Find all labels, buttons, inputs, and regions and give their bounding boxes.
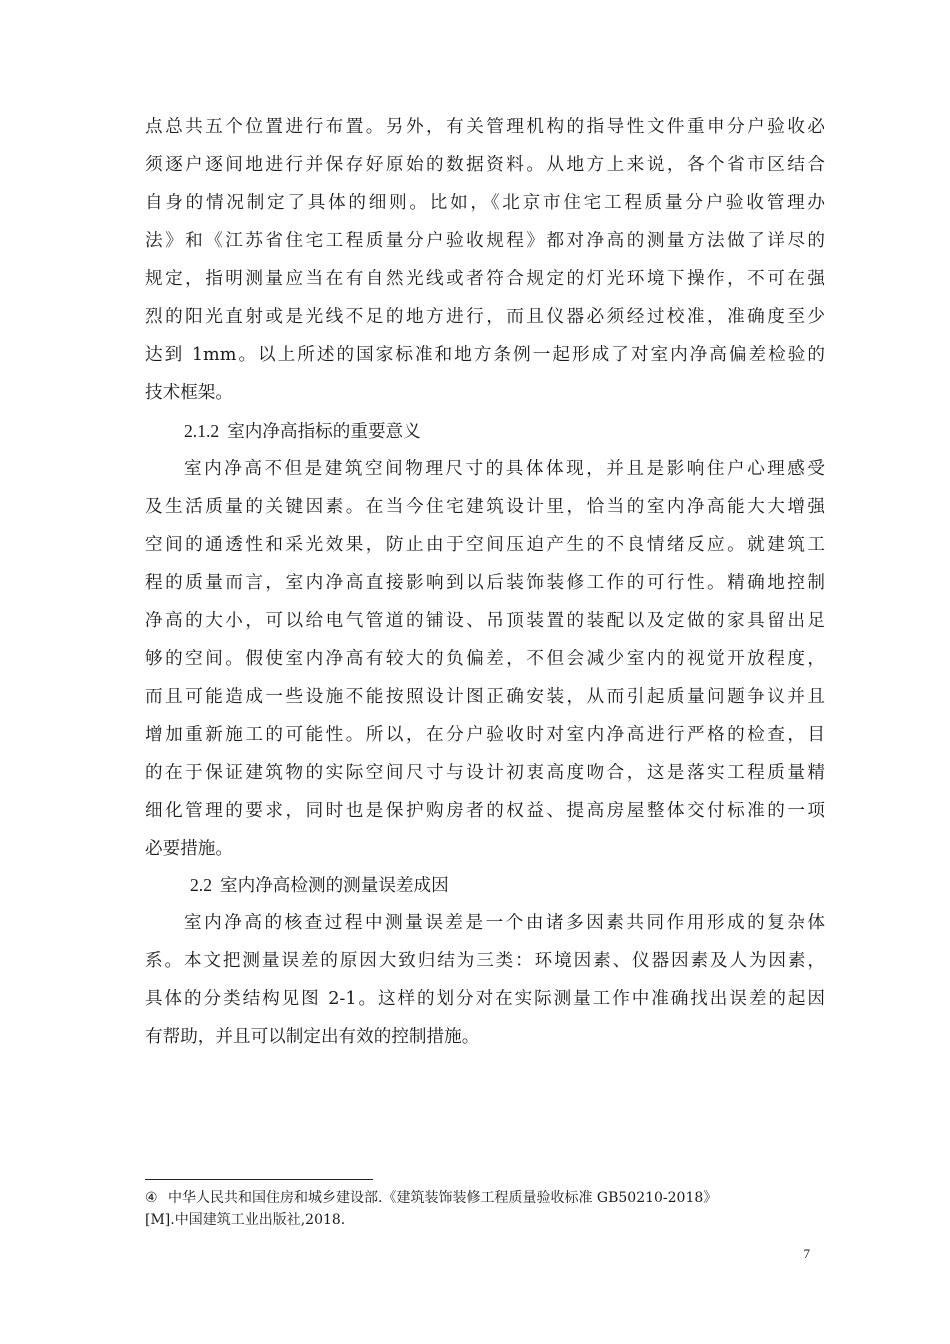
paragraph-line: 点总共五个位置进行布置。另外，有关管理机构的指导性文件重申分户验收必 (145, 117, 825, 137)
paragraph-line: 的在于保证建筑物的实际空间尺寸与设计初衷高度吻合，这是落实工程质量精 (145, 763, 825, 783)
section-number: 2.1.2 (184, 421, 220, 441)
paragraph-line: 程的质量而言，室内净高直接影响到以后装饰装修工作的可行性。精确地控制 (145, 573, 825, 593)
paragraph-line: 规定，指明测量应当在有自然光线或者符合规定的灯光环境下操作，不可在强 (145, 269, 825, 289)
footnote-text: 中华人民共和国住房和城乡建设部.《建筑装饰装修工程质量验收标准 GB50210-2018》 (168, 1190, 718, 1206)
section-heading-2-2 (190, 866, 449, 904)
paragraph-line: 具体的分类结构见图 2-1。这样的划分对在实际测量工作中准确找出误差的起因 (145, 989, 825, 1009)
footnote-separator (145, 1179, 373, 1180)
paragraph-line: 有帮助，并且可以制定出有效的控制措施。 (145, 1027, 480, 1047)
footnote-marker: ④ (145, 1190, 158, 1206)
paragraph-line: 烈的阳光直射或是光线不足的地方进行，而且仪器必须经过校准，准确度至少 (145, 307, 825, 327)
paragraph-line: 空间的通透性和采光效果，防止由于空间压迫产生的不良情绪反应。就建筑工 (145, 535, 825, 555)
footnote-line-1 (145, 1187, 717, 1209)
section-heading-2-1-2 (184, 412, 421, 450)
paragraph-line: 及生活质量的关键因素。在当今住宅建筑设计里，恰当的室内净高能大大增强 (145, 497, 825, 517)
paragraph-line: 自身的情况制定了具体的细则。比如，《北京市住宅工程质量分户验收管理办 (145, 193, 825, 213)
section-title: 室内净高检测的测量误差成因 (220, 876, 449, 896)
paragraph-line: 技术框架。 (145, 383, 233, 403)
paragraph-line: 室内净高的核查过程中测量误差是一个由诸多因素共同作用形成的复杂体 (184, 913, 825, 933)
paragraph-line: 达到 1mm。以上所述的国家标准和地方条例一起形成了对室内净高偏差检验的 (145, 345, 825, 365)
page-number: 7 (803, 1246, 810, 1261)
paragraph-line: 够的空间。假使室内净高有较大的负偏差，不但会减少室内的视觉开放程度， (145, 649, 825, 669)
paragraph-line: 而且可能造成一些设施不能按照设计图正确安装，从而引起质量问题争议并且 (145, 687, 825, 707)
paragraph-line: 室内净高不但是建筑空间物理尺寸的具体体现，并且是影响住户心理感受 (184, 459, 825, 479)
paragraph-line: 细化管理的要求，同时也是保护购房者的权益、提高房屋整体交付标准的一项 (145, 801, 825, 821)
paragraph-line: 法》和《江苏省住宅工程质量分户验收规程》都对净高的测量方法做了详尽的 (145, 231, 825, 251)
section-title: 室内净高指标的重要意义 (227, 422, 421, 442)
paragraph-line: 系。本文把测量误差的原因大致归结为三类：环境因素、仪器因素及人为因素， (145, 951, 825, 971)
paragraph-line: 必要措施。 (145, 839, 233, 859)
paragraph-line: 须逐户逐间地进行并保存好原始的数据资料。从地方上来说，各个省市区结合 (145, 155, 825, 175)
paragraph-line: 净高的大小，可以给电气管道的铺设、吊顶装置的装配以及定做的家具留出足 (145, 611, 825, 631)
footnote-line-2: [M].中国建筑工业出版社,2018. (145, 1212, 346, 1228)
paragraph-line: 增加重新施工的可能性。所以，在分户验收时对室内净高进行严格的检查，目 (145, 725, 825, 745)
section-number: 2.2 (190, 875, 212, 895)
